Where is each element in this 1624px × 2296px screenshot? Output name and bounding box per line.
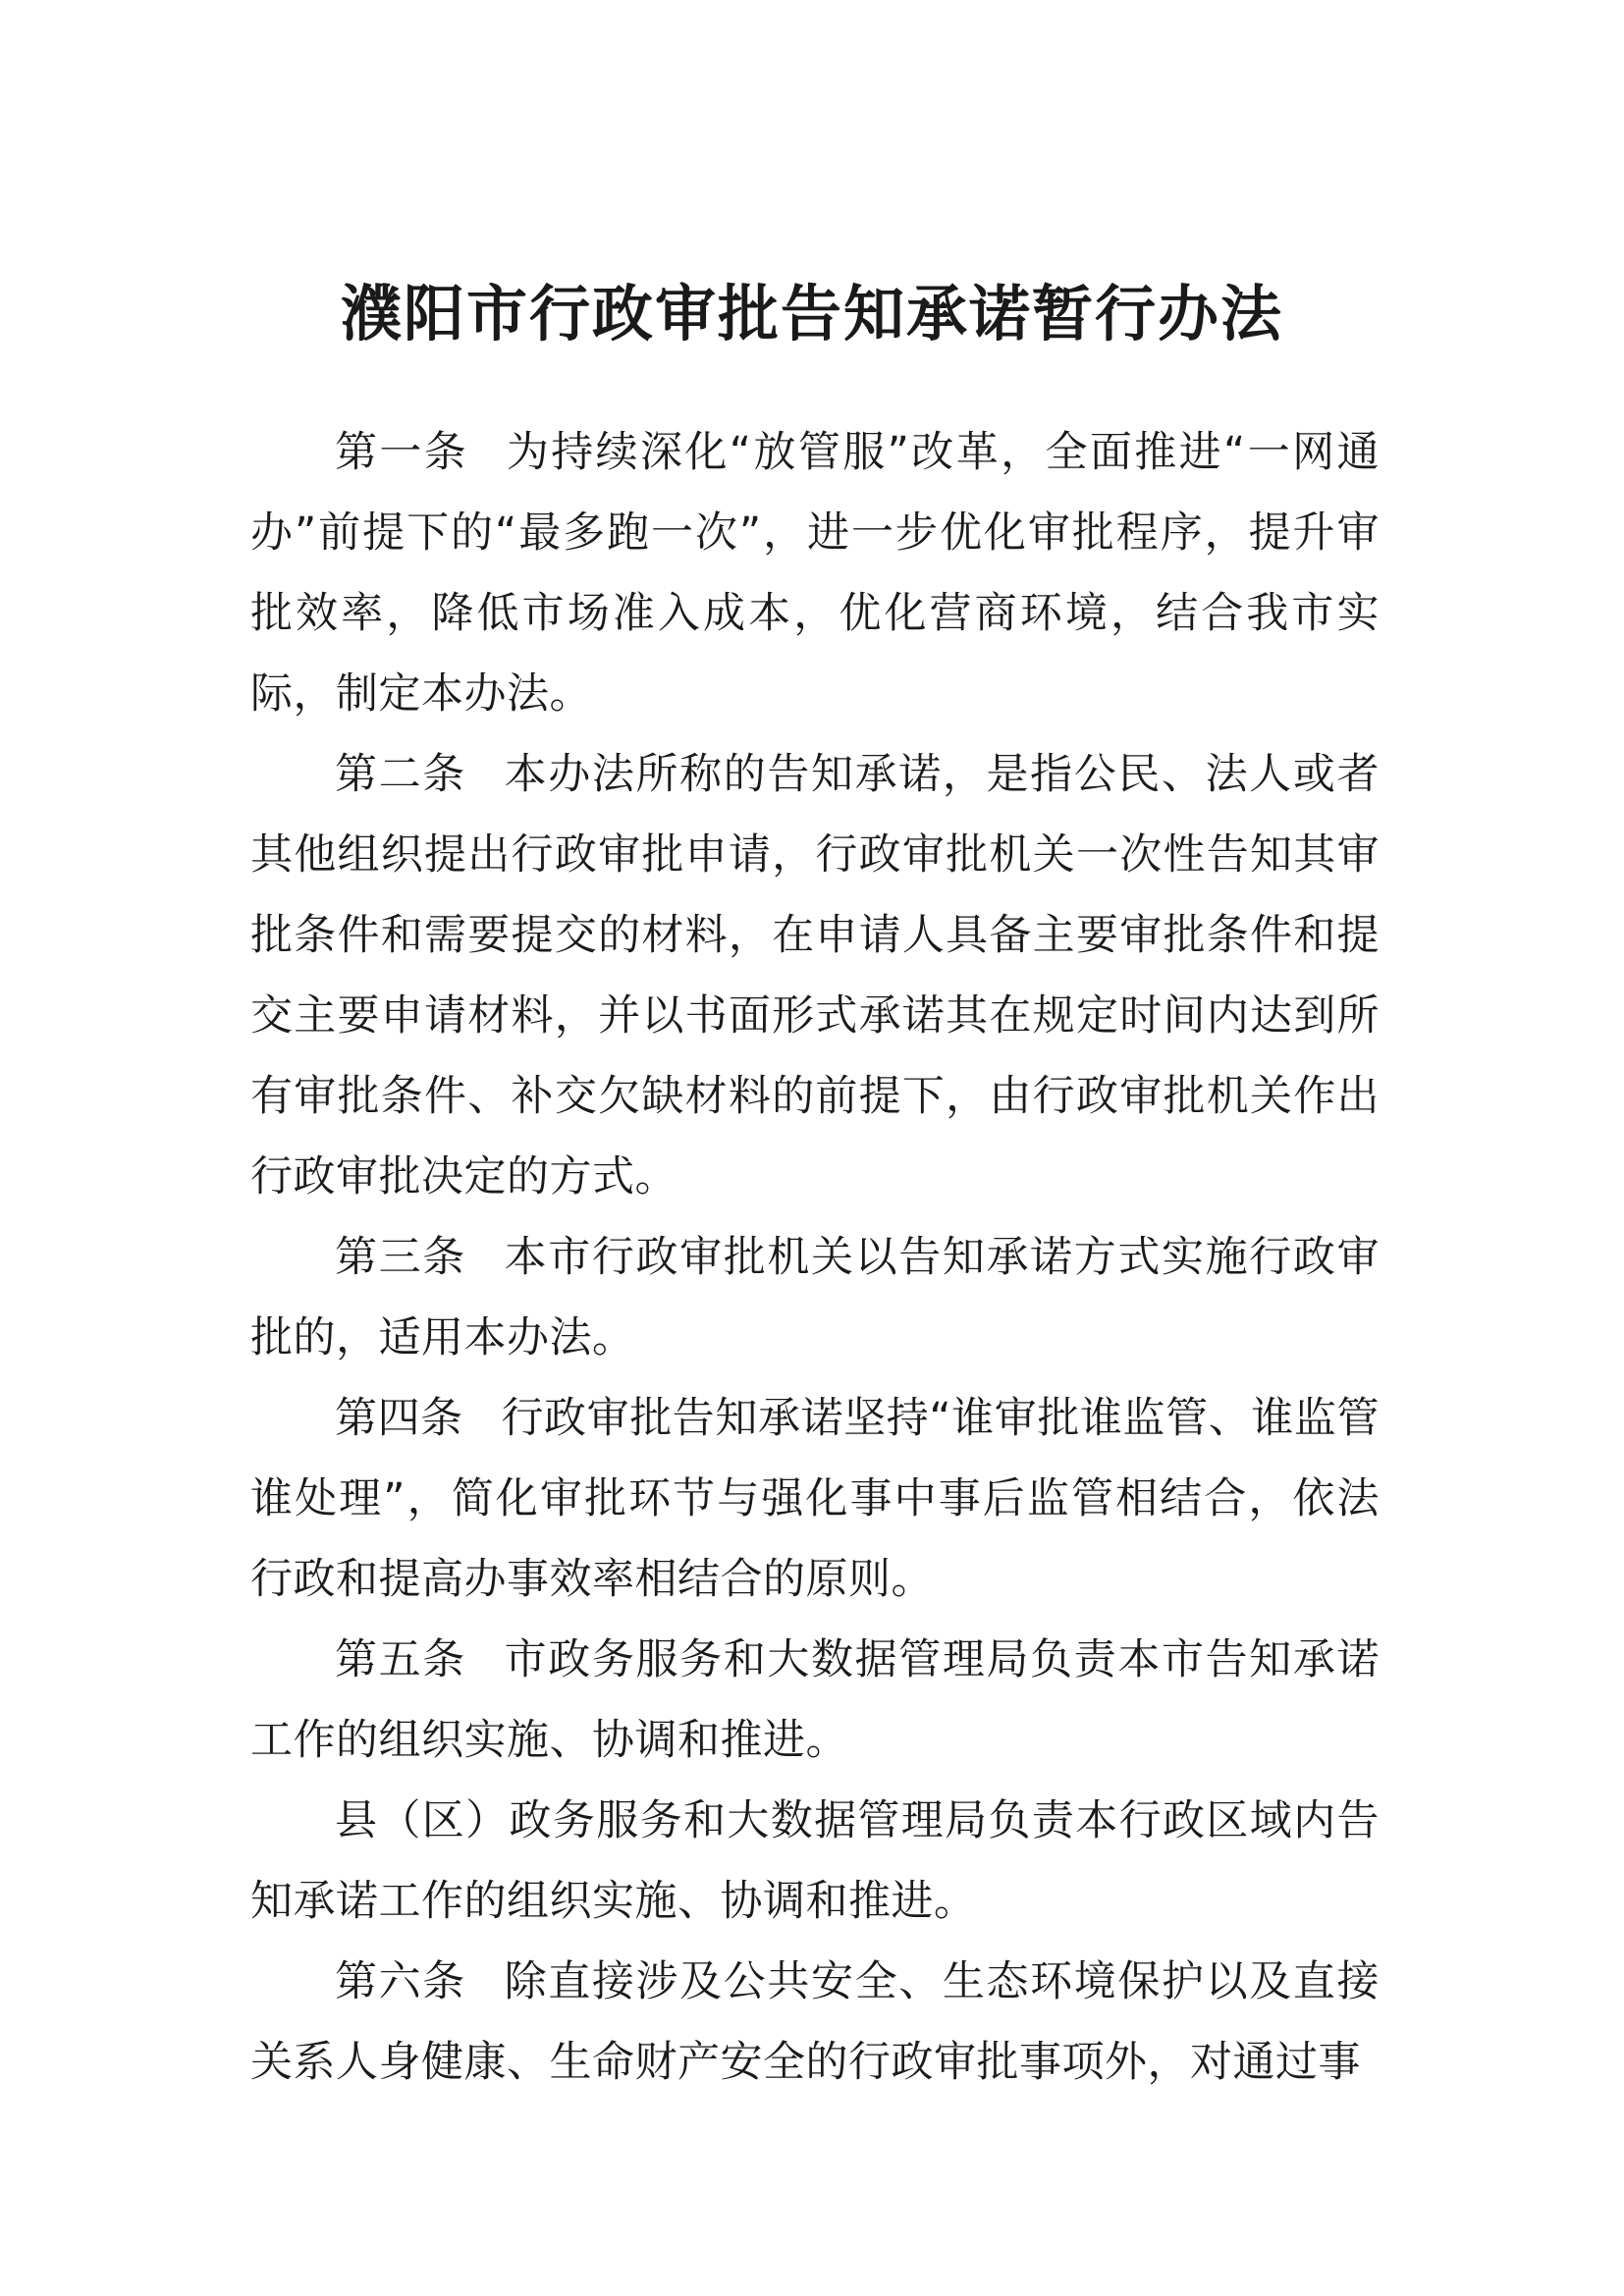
article-4-paragraph <box>250 1378 1380 1620</box>
article-number: 第一条 <box>335 428 469 477</box>
article-text: 为持续深化“放管服”改革，全面推进“一网通办”前提下的“最多跑一次”，进一步优化审批程序，提升审批效率，降低市场准入成本，优化营商环境，结合我市实际，制定本办法。 <box>250 428 1380 719</box>
article-number: 第四条 <box>335 1394 463 1443</box>
article-text: 本办法所称的告知承诺，是指公民、法人或者其他组织提出行政审批申请，行政审批机关一次性告知其审批条件和需要提交的材料，在申请人具备主要审批条件和提交主要申请材料，并以书面形式承诺其在规定时间内达到所有审批条件、补交欠缺材料的前提下，由行政审批机关作出行政审批决定的方式。 <box>250 750 1380 1201</box>
document-title: 濮阳市行政审批告知承诺暂行办法 <box>340 278 1283 349</box>
article-1-paragraph <box>250 412 1380 734</box>
article-text: 县（区）政务服务和大数据管理局负责本行政区域内告知承诺工作的组织实施、协调和推进。 <box>250 1796 1380 1926</box>
article-text: 本市行政审批机关以告知承诺方式实施行政审批的，适用本办法。 <box>250 1233 1380 1362</box>
article-number: 第三条 <box>335 1233 466 1282</box>
article-3-paragraph <box>250 1217 1380 1378</box>
article-number: 第六条 <box>335 1957 466 2006</box>
article-5-sub-paragraph <box>250 1781 1380 1942</box>
article-text: 除直接涉及公共安全、生态环境保护以及直接关系人身健康、生命财产安全的行政审批事项外，对通过事 <box>250 1957 1380 2087</box>
article-6-paragraph <box>250 1942 1380 2103</box>
document-body <box>250 412 1380 2103</box>
article-2-paragraph <box>250 734 1380 1217</box>
article-text: 行政审批告知承诺坚持“谁审批谁监管、谁监管谁处理”，简化审批环节与强化事中事后监管相结合，依法行政和提高办事效率相结合的原则。 <box>250 1394 1380 1604</box>
article-number: 第五条 <box>335 1635 466 1684</box>
article-5-paragraph <box>250 1620 1380 1781</box>
article-number: 第二条 <box>335 750 466 799</box>
article-text: 市政务服务和大数据管理局负责本市告知承诺工作的组织实施、协调和推进。 <box>250 1635 1380 1765</box>
